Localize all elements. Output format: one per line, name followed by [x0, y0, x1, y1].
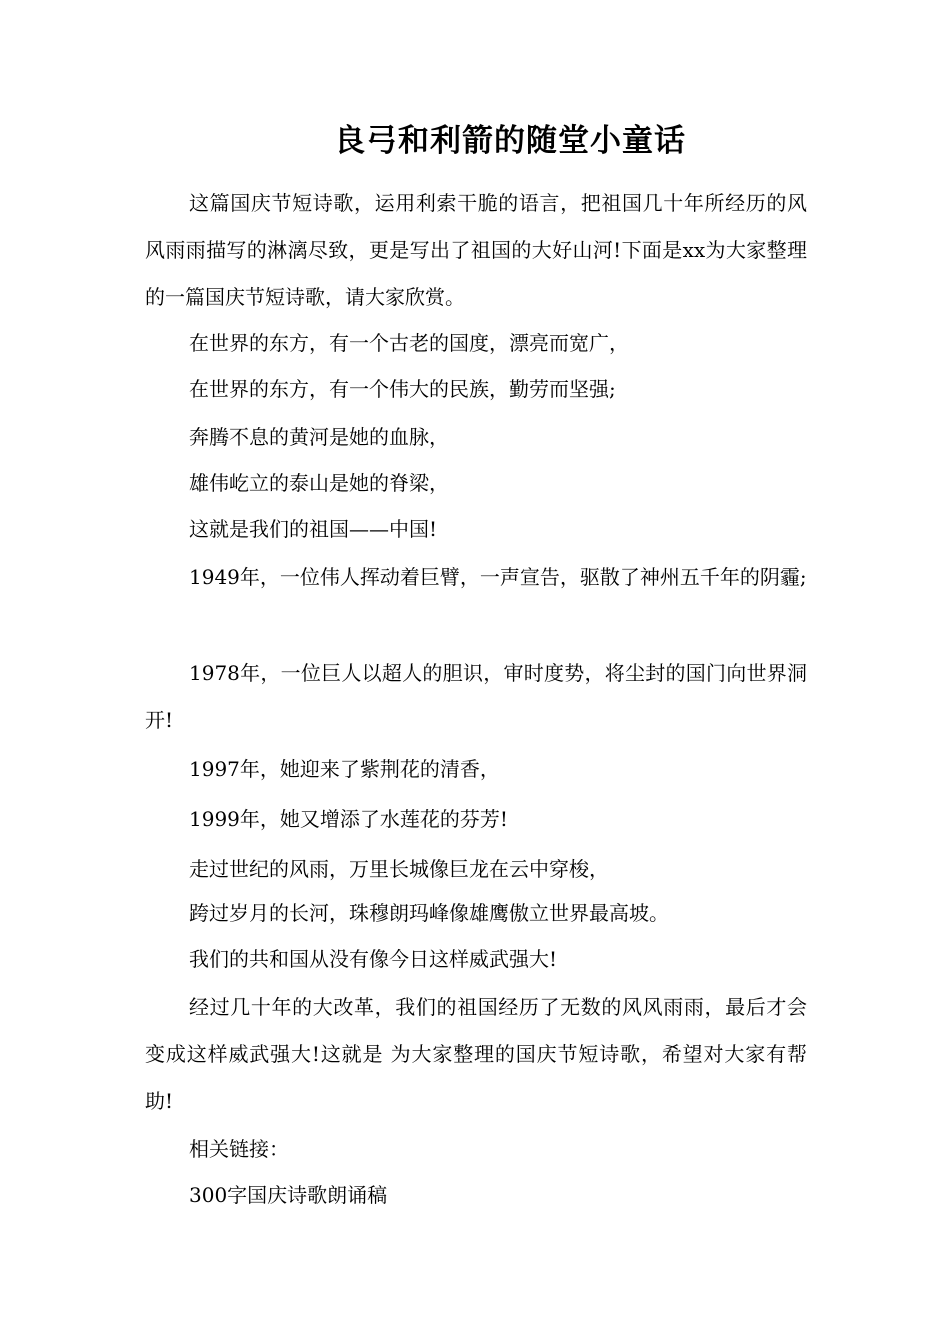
document-title: 良弓和利箭的随堂小童话	[334, 123, 686, 159]
paragraph-line: 奔腾不息的黄河是她的血脉，	[189, 425, 449, 449]
paragraph-line: 在世界的东方，有一个伟大的民族，勤劳而坚强;	[189, 377, 616, 401]
paragraph-line: 在世界的东方，有一个古老的国度，漂亮而宽广，	[189, 331, 629, 355]
paragraph-1949: 1949年，一位伟人挥动着巨臂，一声宣告，驱散了神州五千年的阴霾;	[189, 565, 807, 589]
related-link-item[interactable]: 300字国庆诗歌朗诵稿	[189, 1183, 388, 1207]
paragraph-line: 雄伟屹立的泰山是她的脊梁，	[189, 471, 449, 495]
paragraph-line: 我们的共和国从没有像今日这样威武强大!	[189, 947, 558, 971]
paragraph-closing: 经过几十年的大改革，我们的祖国经历了无数的风风雨雨，最后才会变成这样威武强大!这就是 为大家整理的国庆节短诗歌，希望对大家有帮助!	[145, 995, 807, 1113]
paragraph-intro: 这篇国庆节短诗歌，运用利索干脆的语言，把祖国几十年所经历的风风雨雨描写的淋漓尽致，更是写出了祖国的大好山河!下面是xx为大家整理的一篇国庆节短诗歌，请大家欣赏。	[145, 191, 807, 309]
paragraph-1978: 1978年，一位巨人以超人的胆识，审时度势，将尘封的国门向世界洞开!	[145, 661, 807, 732]
paragraph-line: 走过世纪的风雨，万里长城像巨龙在云中穿梭，	[189, 857, 609, 881]
paragraph-line: 这就是我们的祖国——中国!	[189, 517, 438, 541]
paragraph-line: 跨过岁月的长河，珠穆朗玛峰像雄鹰傲立世界最高坡。	[189, 901, 669, 925]
paragraph-line: 1997年，她迎来了紫荆花的清香，	[189, 757, 500, 781]
paragraph-line: 1999年，她又增添了水莲花的芬芳!	[189, 807, 508, 831]
related-links-label: 相关链接：	[189, 1137, 289, 1161]
